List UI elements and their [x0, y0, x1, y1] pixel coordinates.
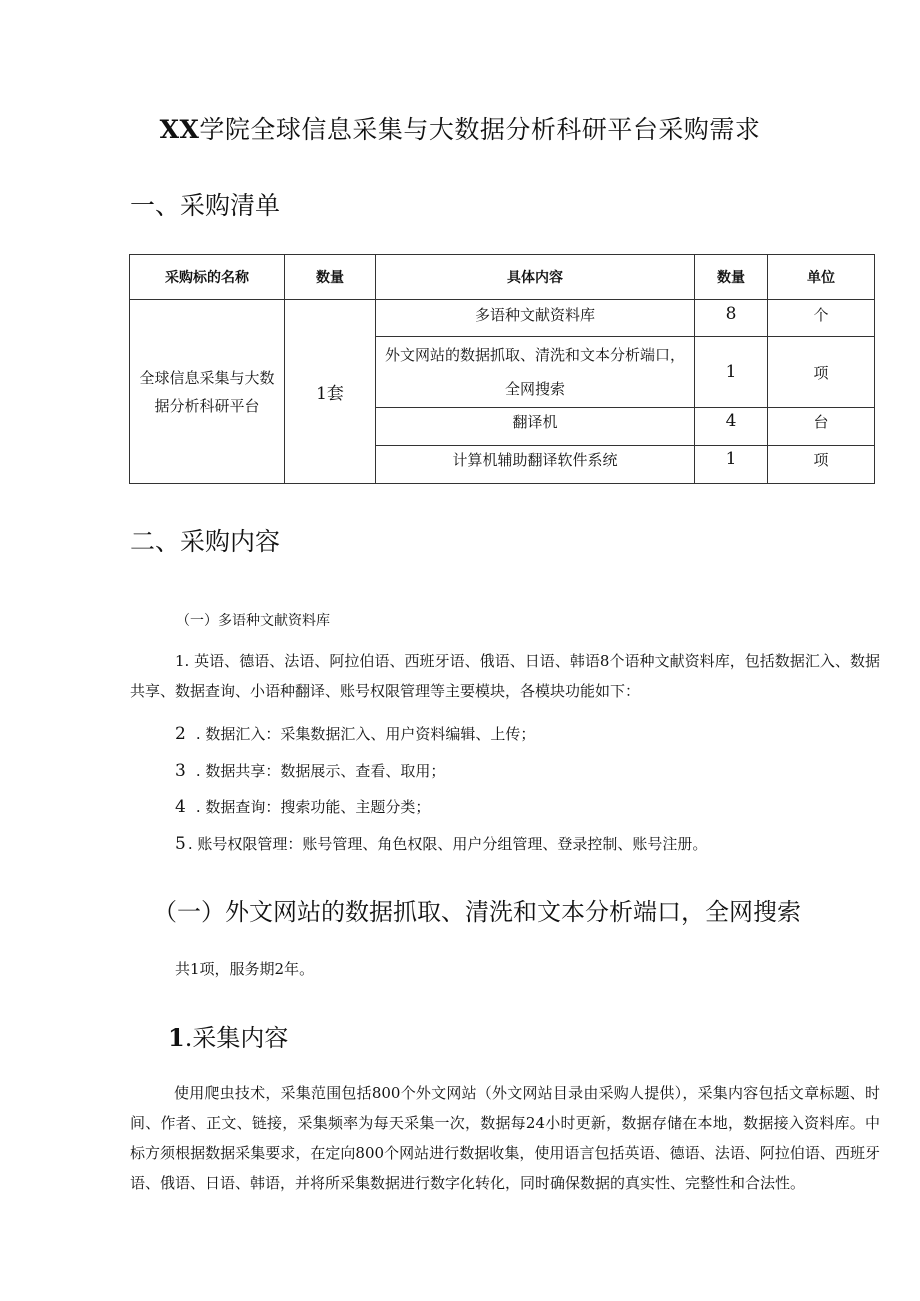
- list-item-number: 4: [175, 797, 186, 817]
- item-name-cell: 全球信息采集与大数据分析科研平台: [130, 300, 285, 484]
- qty-cell: 1: [695, 446, 768, 484]
- qty-cell: 4: [695, 408, 768, 446]
- point-title: .采集内容: [184, 1024, 289, 1052]
- table-header-row: [130, 255, 875, 300]
- list-item-text: . 数据共享：数据展示、查看、取用；: [195, 762, 446, 780]
- list-item-text: . 数据查询：搜索功能、主题分类；: [195, 798, 431, 816]
- list-item-number: 3: [175, 761, 186, 781]
- content-cell: 外文网站的数据抓取、清洗和文本分析端口，全网搜索: [376, 337, 695, 408]
- title-prefix: XX: [159, 115, 200, 144]
- list-item-text: . 账号权限管理：账号管理、角色权限、用户分组管理、登录控制、账号注册。: [187, 835, 708, 853]
- unit-cell: 项: [768, 337, 875, 408]
- database-intro-paragraph: 1. 英语、德语、法语、阿拉伯语、西班牙语、俄语、日语、韩语8个语种文献资料库，包括数据汇入、数据共享、数据查询、小语种翻译、账号权限管理等主要模块，各模块功能如下：: [130, 652, 880, 700]
- title-text: 学院全球信息采集与大数据分析科研平台采购需求: [199, 115, 761, 144]
- list-item: [175, 760, 445, 782]
- list-item-number: 2: [175, 724, 186, 744]
- list-item-text: . 数据汇入：采集数据汇入、用户资料编辑、上传；: [195, 725, 536, 743]
- header-content: 具体内容: [376, 255, 695, 300]
- list-item-number: 5: [175, 834, 186, 854]
- list-item: [175, 796, 430, 818]
- document-title: [0, 110, 920, 146]
- service-summary: 共1项，服务期2年。: [175, 960, 315, 978]
- list-item: [175, 723, 535, 745]
- unit-cell: 项: [768, 446, 875, 484]
- point-number: 1: [168, 1023, 185, 1052]
- content-cell: 计算机辅助翻译软件系统: [376, 446, 695, 484]
- section-heading-procurement-list: 一、采购清单: [130, 191, 281, 220]
- unit-cell: 个: [768, 300, 875, 337]
- unit-cell: 台: [768, 408, 875, 446]
- collection-content-paragraph: 使用爬虫技术，采集范围包括800个外文网站（外文网站目录由采购人提供），采集内容包括文章标题、时间、作者、正文、链接，采集频率为每天采集一次，数据每24小时更新，数据存储在本地，数据接入资料库。中标方须根据数据采集要求，在定向800个网站进行数据收集，使用语言包括英语、德语、法语、阿拉伯语、西班牙语、俄语、日语、韩语，并将所采集数据进行数字化转化，同时确保数据的真实性、完整性和合法性。: [130, 1084, 880, 1192]
- table-row: [130, 300, 875, 337]
- subsection-heading-web-crawling: （一）外文网站的数据抓取、清洗和文本分析端口，全网搜索: [153, 898, 801, 926]
- subsection-heading-database: （一）多语种文献资料库: [176, 613, 330, 629]
- content-cell: 多语种文献资料库: [376, 300, 695, 337]
- content-cell: 翻译机: [376, 408, 695, 446]
- section-heading-procurement-content: 二、采购内容: [130, 527, 281, 556]
- qty-cell: 1: [695, 337, 768, 408]
- qty-cell: 8: [695, 300, 768, 337]
- item-qty-cell: 1套: [285, 300, 376, 484]
- point-heading-collection-content: [168, 1018, 288, 1053]
- header-unit: 单位: [768, 255, 875, 300]
- header-quantity-2: 数量: [695, 255, 768, 300]
- header-item-name: 采购标的名称: [130, 255, 285, 300]
- header-quantity: 数量: [285, 255, 376, 300]
- procurement-table: [129, 254, 875, 484]
- list-item: [175, 833, 707, 855]
